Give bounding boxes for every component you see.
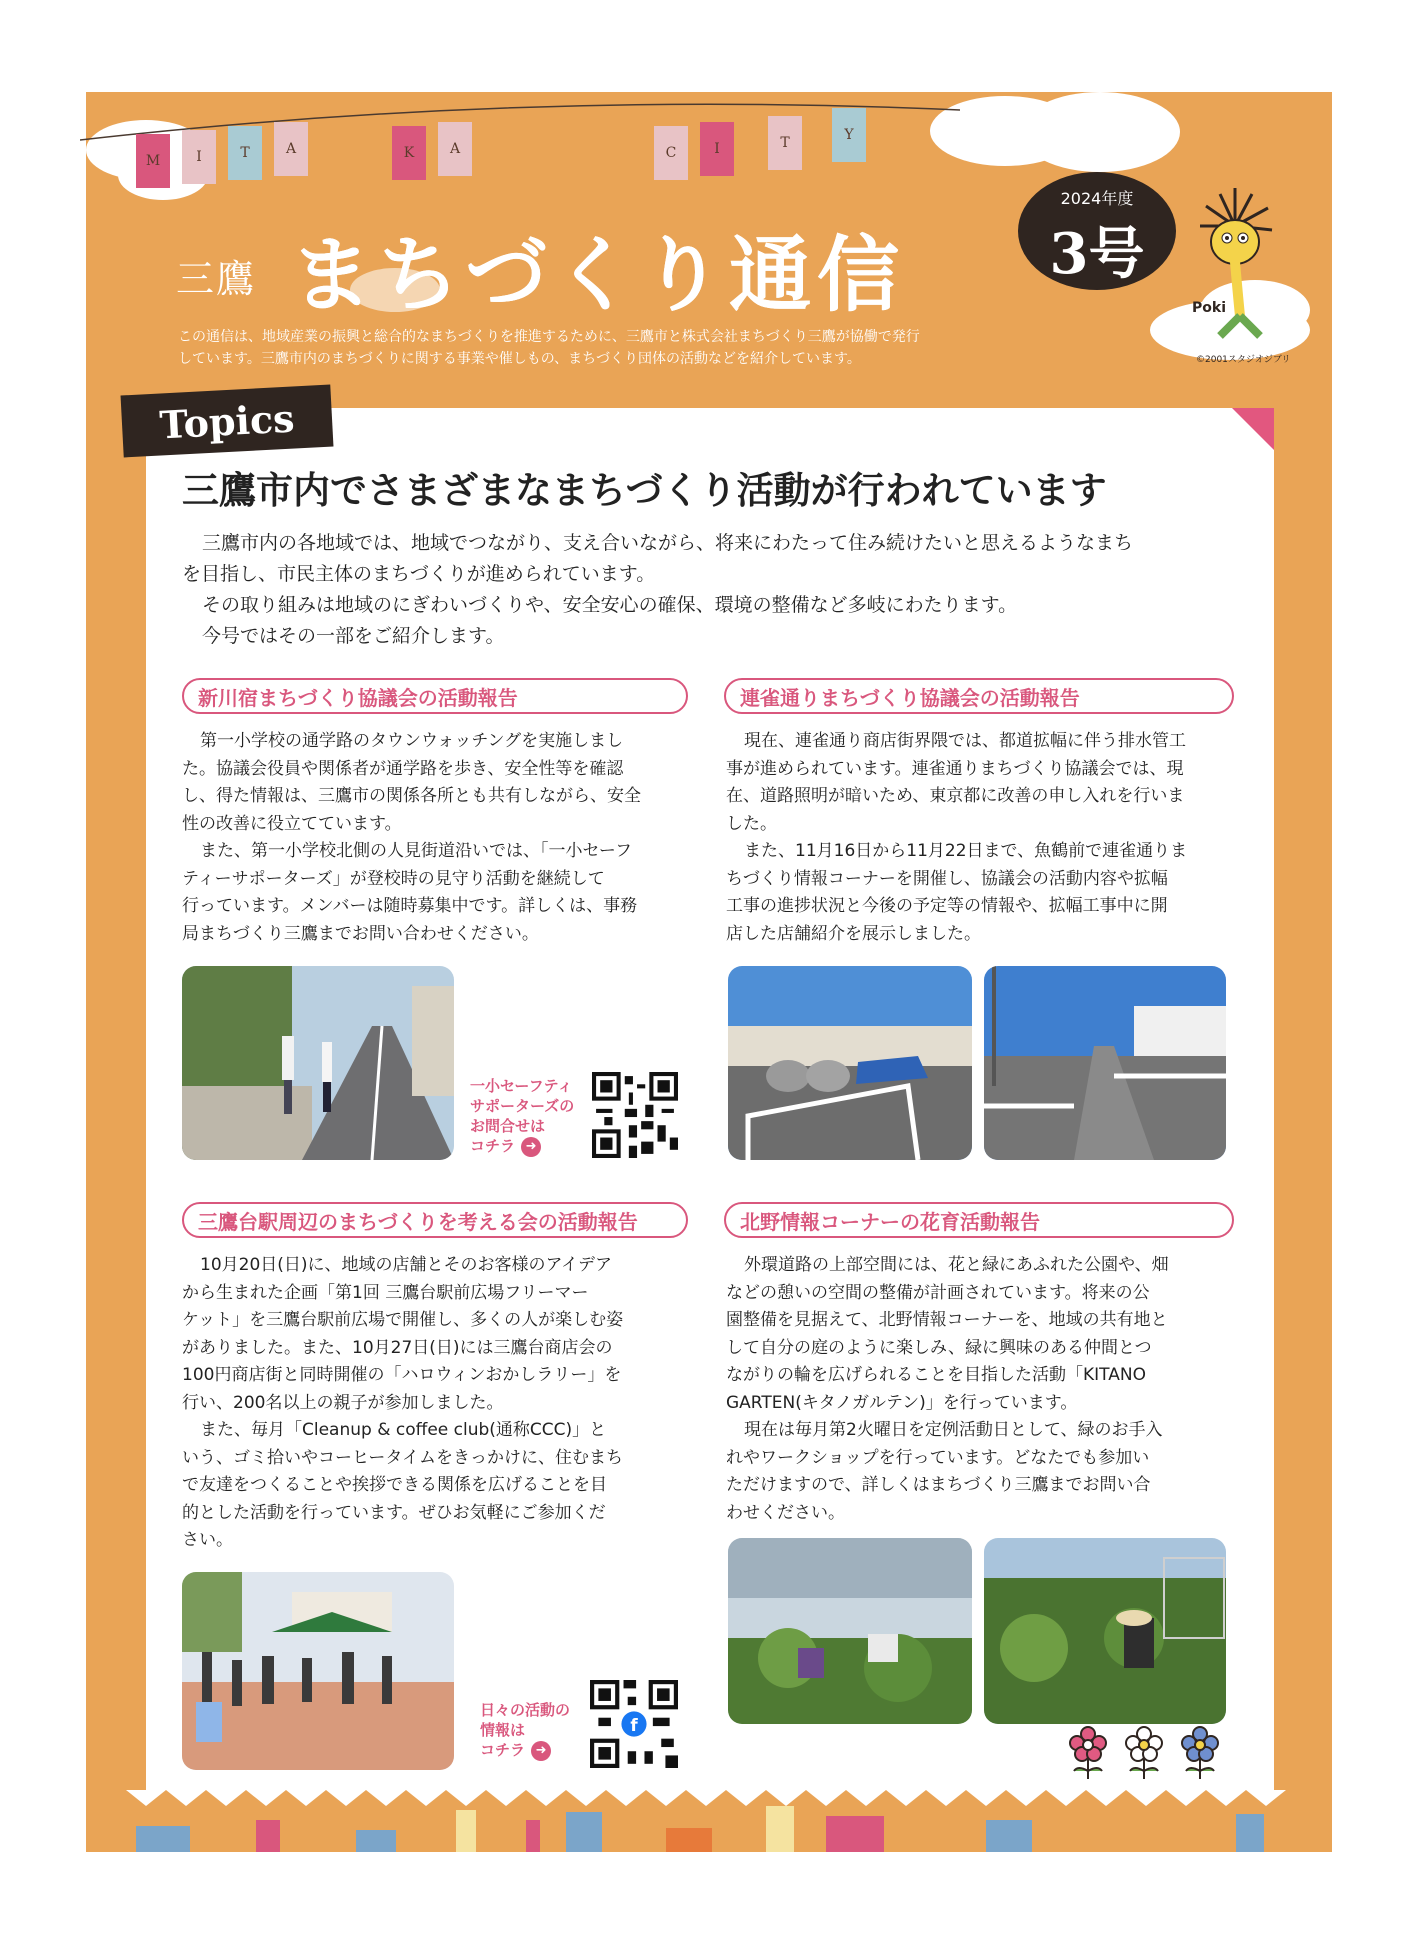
- photo-drainage-work: [728, 966, 972, 1160]
- corner-fold: [1232, 408, 1274, 450]
- flower-icon: [1124, 1725, 1164, 1781]
- section-body-mitakadai: [182, 1252, 692, 1555]
- bunting-flag: I: [700, 122, 734, 176]
- qr-code-facebook[interactable]: [590, 1680, 678, 1768]
- bunting-flag: M: [136, 134, 170, 188]
- qr-note-line: 一小セーフティ: [470, 1077, 573, 1095]
- body-line: 的とした活動を行っています。ぜひお気軽にご参加くだ: [182, 1502, 606, 1523]
- body-line: ケット」を三鷹台駅前広場で開催し、多くの人が楽しむ姿: [182, 1310, 624, 1330]
- topics-headline: 三鷹市内でさまざまなまちづくり活動が行われています: [182, 469, 1107, 512]
- photo-school-route: [182, 966, 454, 1160]
- cloud-top-right-2: [1020, 92, 1180, 172]
- body-line: 10月20日(日)に、地域の店舗とそのお客様のアイデア: [200, 1255, 612, 1275]
- body-line: 事が進められています。連雀通りまちづくり協議会では、現: [726, 758, 1184, 779]
- qr-note-mitakadai: [480, 1700, 588, 1761]
- bunting-flag: A: [438, 122, 472, 176]
- body-line: 性の改善に役立てています。: [182, 813, 402, 834]
- body-line: ちづくり情報コーナーを開催し、協議会の活動内容や拡幅: [726, 868, 1168, 889]
- body-line: 園整備を見据えて、北野情報コーナーを、地域の共有地と: [726, 1310, 1168, 1330]
- body-line: わせください。: [726, 1502, 845, 1523]
- topics-lead: [182, 528, 1252, 652]
- bunting-flag: T: [228, 126, 262, 180]
- qr-note-line: コチラ: [480, 1741, 526, 1759]
- bunting-flag: Y: [832, 108, 866, 162]
- section-title-mitakadai: 三鷹台駅周辺のまちづくりを考える会の活動報告: [182, 1202, 688, 1238]
- section-body-renjaku: [726, 728, 1238, 948]
- bunting-flag: I: [182, 130, 216, 184]
- poki-label: Poki: [1192, 300, 1226, 316]
- body-line: ティーサポーターズ」が登校時の見守り活動を継続して: [182, 868, 605, 889]
- qr-note-shinkawa: [470, 1076, 588, 1157]
- body-line: で友達をつくることや挨拶できる関係を広げることを目: [182, 1475, 607, 1495]
- body-line: 行っています。メンバーは随時募集中です。詳しくは、事務: [182, 896, 638, 916]
- body-line: れやワークショップを行っています。どなたでも参加い: [726, 1447, 1150, 1468]
- body-line: 行い、200名以上の親子が参加しました。: [182, 1392, 504, 1413]
- body-line: 工事の進捗状況と今後の予定等の情報や、拡幅工事中に開: [726, 896, 1168, 916]
- body-line: ただけますので、詳しくはまちづくり三鷹までお問い合: [726, 1475, 1151, 1495]
- photo-flea-market: [182, 1572, 454, 1770]
- body-line: GARTEN(キタノガルテン)」を行っています。: [726, 1392, 1078, 1413]
- qr-note-line: サポーターズの: [470, 1097, 575, 1115]
- bunting-flag: T: [768, 116, 802, 170]
- city-skyline-footer: [86, 1790, 1332, 1852]
- body-line: 100円商店街と同時開催の「ハロウィンおかしラリー」を: [182, 1365, 622, 1385]
- body-line: ながりの輪を広げられることを目指した活動「KITANO: [726, 1365, 1146, 1385]
- poki-copyright: ©2001スタジオジブリ: [1196, 355, 1291, 365]
- photo-garden-work-1: [728, 1538, 972, 1724]
- poki-character-icon: [1180, 186, 1290, 356]
- body-line: いう、ゴミ拾いやコーヒータイムをきっかけに、住むまち: [182, 1447, 623, 1468]
- flower-icon: [1068, 1725, 1108, 1781]
- body-line: さい。: [182, 1530, 233, 1550]
- body-line: た。協議会役員や関係者が通学路を歩き、安全性等を確認: [182, 758, 624, 779]
- body-line: から生まれた企画「第1回 三鷹台駅前広場フリーマー: [182, 1282, 589, 1303]
- intro-line: しています。三鷹市内のまちづくりに関する事業や催しもの、まちづくり団体の活動などを紹介しています。: [178, 351, 861, 367]
- lead-line: を目指し、市民主体のまちづくりが進められています。: [182, 563, 656, 585]
- section-body-kitano: [726, 1252, 1238, 1527]
- qr-note-line: 日々の活動の: [480, 1701, 571, 1719]
- section-title-shinkawa: 新川宿まちづくり協議会の活動報告: [182, 678, 688, 714]
- bunting-flag: K: [392, 126, 426, 180]
- arrow-right-icon: ➜: [521, 1137, 541, 1157]
- intro-text: [178, 326, 1058, 370]
- issue-number: 3号: [1049, 221, 1145, 287]
- lead-line: その取り組みは地域のにぎわいづくりや、安全安心の確保、環境の整備など多岐にわたります。: [202, 594, 1018, 616]
- body-line: などの憩いの空間の整備が計画されています。将来の公: [726, 1282, 1150, 1303]
- section-body-shinkawa: [182, 728, 692, 948]
- body-line: 店した店舗紹介を展示しました。: [726, 923, 981, 944]
- issue-badge: [1018, 172, 1176, 290]
- title-city: 三鷹: [176, 257, 257, 301]
- qr-note-line: コチラ: [470, 1137, 516, 1155]
- topics-tag: Topics: [121, 385, 334, 458]
- photo-street-fence: [984, 966, 1226, 1160]
- body-line: また、11月16日から11月22日まで、魚鶴前で連雀通りま: [744, 841, 1188, 861]
- body-line: また、毎月「Cleanup & coffee club(通称CCC)」と: [200, 1420, 607, 1440]
- bunting-flag: A: [274, 122, 308, 176]
- flower-icon: [1180, 1725, 1220, 1781]
- photo-garden-work-2: [984, 1538, 1226, 1724]
- qr-code-shinkawa[interactable]: [592, 1072, 678, 1158]
- qr-note-line: 情報は: [480, 1721, 526, 1739]
- body-line: 現在は毎月第2火曜日を定例活動日として、緑のお手入: [744, 1420, 1163, 1440]
- lead-line: 三鷹市内の各地域では、地域でつながり、支え合いながら、将来にわたって住み続けたいと思えるようなまち: [202, 532, 1134, 554]
- body-line: した。: [726, 813, 777, 834]
- body-line: し、得た情報は、三鷹市の関係各所とも共有しながら、安全: [182, 786, 641, 806]
- bunting-flag: C: [654, 126, 688, 180]
- section-title-kitano: 北野情報コーナーの花育活動報告: [724, 1202, 1234, 1238]
- body-line: 在、道路照明が暗いため、東京都に改善の申し入れを行いま: [726, 786, 1185, 806]
- body-line: 外環道路の上部空間には、花と緑にあふれた公園や、畑: [744, 1255, 1169, 1275]
- body-line: して自分の庭のように楽しみ、緑に興味のある仲間とつ: [726, 1337, 1152, 1358]
- qr-note-line: お問合せは: [470, 1117, 546, 1135]
- body-line: 現在、連雀通り商店街界隈では、都道拡幅に伴う排水管工: [744, 731, 1186, 751]
- body-line: がありました。また、10月27日(日)には三鷹台商店会の: [182, 1337, 613, 1358]
- body-line: 第一小学校の通学路のタウンウォッチングを実施しまし: [200, 731, 624, 751]
- section-title-renjaku: 連雀通りまちづくり協議会の活動報告: [724, 678, 1234, 714]
- fiscal-year: 2024年度: [1060, 189, 1134, 208]
- svg-text:f: f: [630, 1715, 638, 1736]
- lead-line: 今号ではその一部をご紹介します。: [202, 625, 505, 647]
- arrow-right-icon: ➜: [531, 1741, 551, 1761]
- intro-line: この通信は、地域産業の振興と総合的なまちづくりを推進するために、三鷹市と株式会社まちづくり三鷹が協働で発行: [178, 329, 920, 345]
- body-line: 局まちづくり三鷹までお問い合わせください。: [182, 923, 539, 944]
- body-line: また、第一小学校北側の人見街道沿いでは、「一小セーフ: [200, 841, 632, 861]
- page-title: まちづくり通信: [290, 228, 906, 323]
